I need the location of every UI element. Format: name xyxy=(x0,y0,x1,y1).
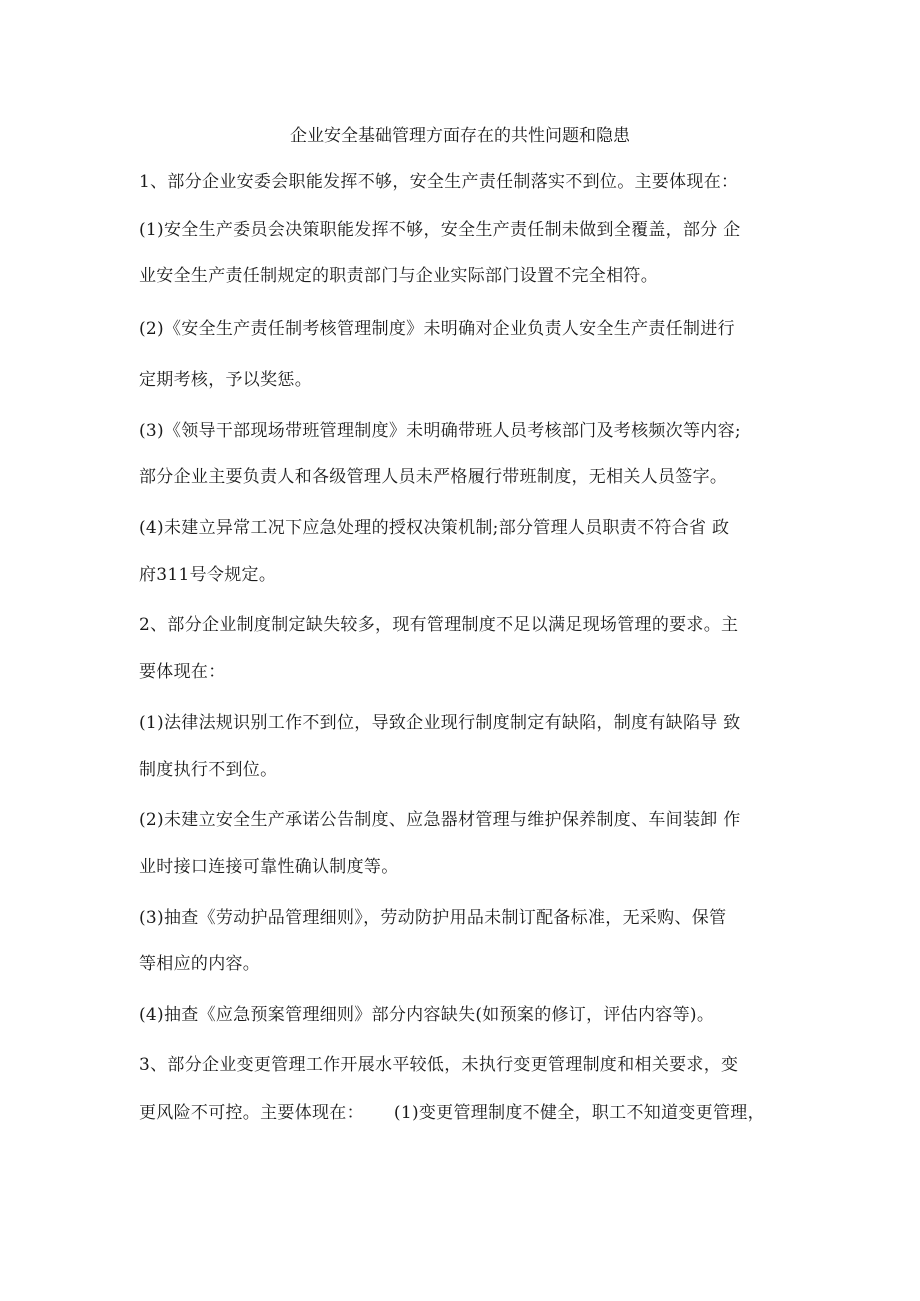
text-line: (4)未建立异常工况下应急处理的授权决策机制;部分管理人员职责不符合省 政 xyxy=(139,518,730,538)
text-line: (4)抽查《应急预案管理细则》部分内容缺失(如预案的修订，评估内容等)。 xyxy=(139,1005,715,1025)
text-line xyxy=(139,1101,765,1125)
text-line: 府311号令规定。 xyxy=(139,565,277,585)
text-line: 部分企业主要负责人和各级管理人员未严格履行带班制度，无相关人员签字。 xyxy=(139,467,728,487)
text-line: (2)《安全生产责任制考核管理制度》未明确对企业负责人安全生产责任制进行 xyxy=(139,319,735,339)
text-line: (3)《领导干部现场带班管理制度》未明确带班人员考核部门及考核频次等内容; xyxy=(139,421,741,441)
text-line: 3、部分企业变更管理工作开展水平较低，未执行变更管理制度和相关要求，变 xyxy=(139,1055,739,1075)
text-line: 业安全生产责任制规定的职责部门与企业实际部门设置不完全相符。 xyxy=(139,266,658,286)
text-line: 1、部分企业安委会职能发挥不够，安全生产责任制落实不到位。主要体现在： xyxy=(139,172,739,192)
text-line: (3)抽查《劳动护品管理细则》，劳动防护用品未制订配备标准，无采购、保管 xyxy=(139,908,727,928)
text-line: (1)安全生产委员会决策职能发挥不够，安全生产责任制未做到全覆盖，部分 企 xyxy=(139,220,741,240)
text-line-part: 更风险不可控。主要体现在： xyxy=(139,1103,364,1123)
text-line: 等相应的内容。 xyxy=(139,954,261,974)
text-line: 定期考核，予以奖惩。 xyxy=(139,370,312,390)
text-line: 业时接口连接可靠性确认制度等。 xyxy=(139,857,399,877)
text-line: (1)法律法规识别工作不到位，导致企业现行制度制定有缺陷，制度有缺陷导 致 xyxy=(139,713,741,733)
text-line: 2、部分企业制度制定缺失较多，现有管理制度不足以满足现场管理的要求。主 xyxy=(139,615,739,635)
text-line: (2)未建立安全生产承诺公告制度、应急器材管理与维护保养制度、车间装卸 作 xyxy=(139,810,741,830)
text-line: 要体现在： xyxy=(139,662,226,682)
text-line-part: (1)变更管理制度不健全，职工不知道变更管理， xyxy=(393,1103,765,1123)
document-title: 企业安全基础管理方面存在的共性问题和隐患 xyxy=(290,126,630,146)
text-line: 制度执行不到位。 xyxy=(139,760,278,780)
